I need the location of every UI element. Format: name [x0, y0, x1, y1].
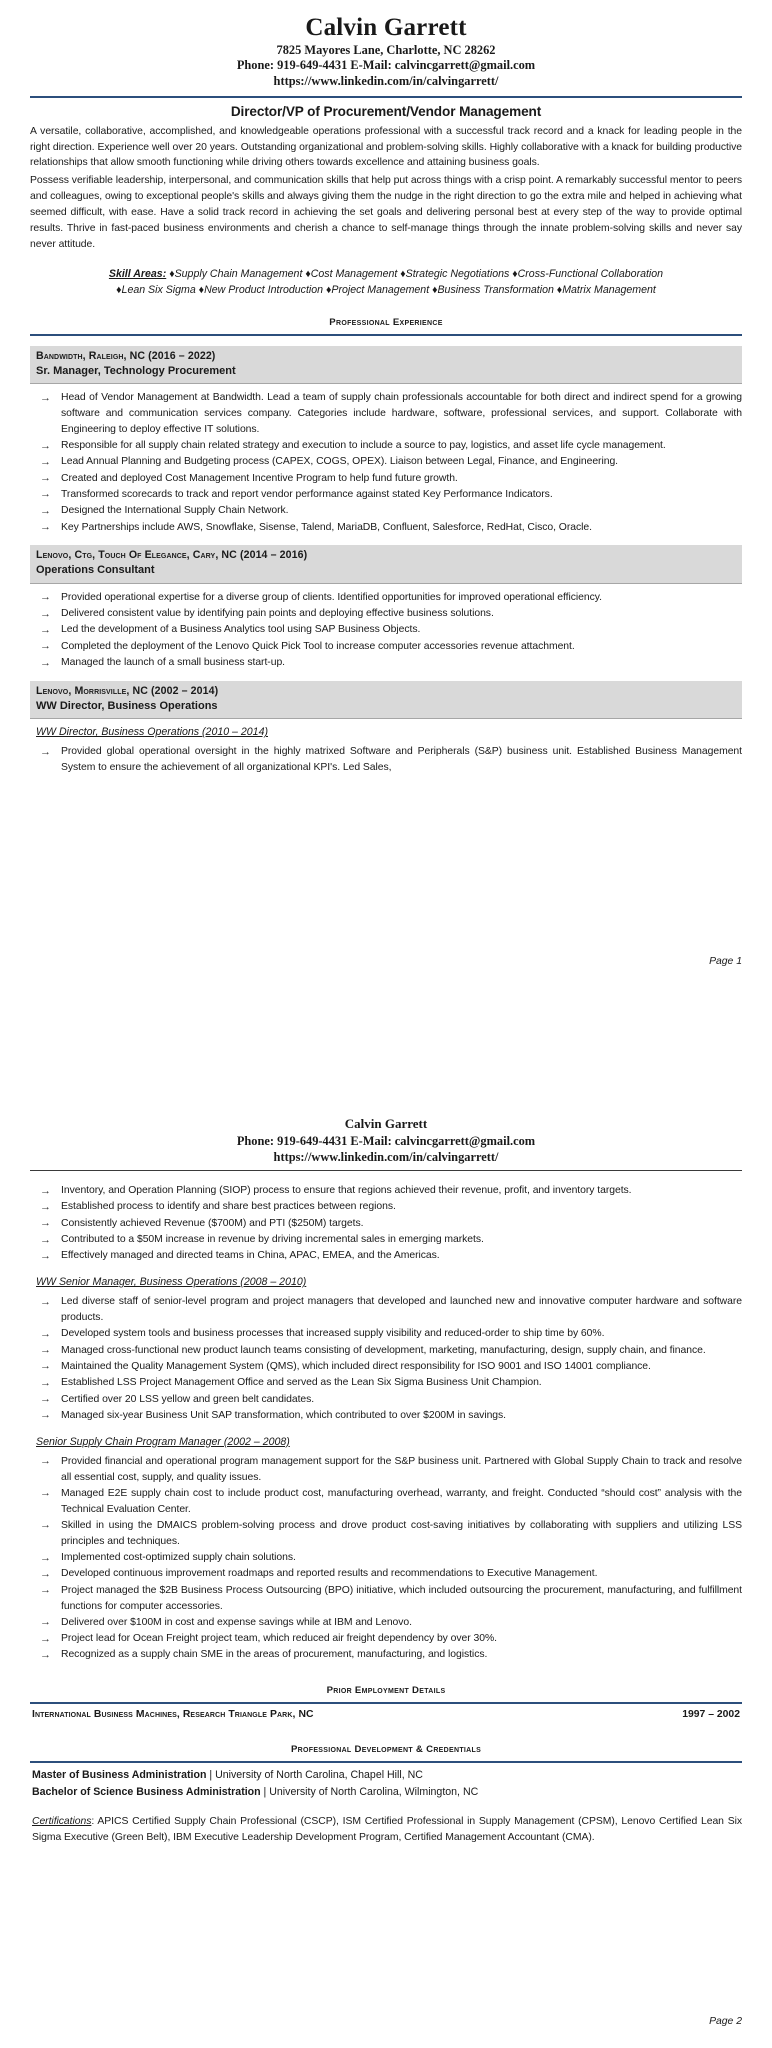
list-item: → Developed system tools and business processes that increased supply visibility and reduced-order to ship time by 60%. — [30, 1326, 742, 1342]
list-item: → Led the development of a Business Analytics tool using SAP Business Objects. — [30, 622, 742, 638]
company-name-line: Lenovo, Ctg, Touch Of Elegance, Cary, NC (2014 – 2016) — [36, 549, 308, 562]
list-item: → Delivered over $100M in cost and expense savings while at IBM and Lenovo. — [30, 1615, 742, 1631]
job-bullets-bandwidth — [30, 390, 742, 535]
list-item: → Provided financial and operational program management support for the S&P business unit. Partnered with Global Supply Chain to track and resolve all essential cost, supply, and quality issues. — [30, 1454, 742, 1486]
list-item: → Maintained the Quality Management System (QMS), which included direct responsibility for ISO 9001 and ISO 14001 compliance. — [30, 1359, 742, 1375]
list-item: → Responsible for all supply chain related strategy and execution to include a source to pay, logistics, and asset life cycle management. — [30, 438, 742, 454]
list-item: → Designed the International Supply Chain Network. — [30, 503, 742, 519]
section-heading-professional-development: Professional Development & Credentials — [290, 1744, 482, 1756]
list-item: → Managed six-year Business Unit SAP transformation, which contributed to over $200M in savings. — [30, 1408, 742, 1424]
section-heading-professional-experience: Professional Experience — [329, 316, 443, 328]
list-item: → Transformed scorecards to track and report vendor performance against stated Key Performance Indicators. — [30, 487, 742, 503]
skill-areas-label: Skill Areas: — [108, 267, 167, 280]
job-bullets-lenovo-ctg — [30, 590, 742, 671]
candidate-contact: Phone: 919-649-4431 E-Mail: calvincgarrett@gmail.com — [236, 1133, 536, 1148]
list-item: → Skilled in using the DMAICS problem-solving process and drove product cost-saving initiatives by collaborating with suppliers and utilizing LSS principles and techniques. — [30, 1518, 742, 1550]
list-item: → Completed the deployment of the Lenovo Quick Pick Tool to increase computer accessories revenue attachment. — [30, 639, 742, 655]
summary-paragraph-2: Possess verifiable leadership, interpersonal, and communication skills that help put across things with a crisp point. A remarkably successful mentor to peers and colleagues, owing to exceptional people's skills and always giving them the nudge in the right direction to go the extra mile and helped in achieving what seemed difficult, with ease. Have a solid track record in achieving the set goals and delivering personal best at every step of the way to provide optimal results. Thrive in fast-paced business environments and cherish a chance to self-manage things through the innate problem-solving skills and never say never attitude. — [30, 175, 742, 250]
list-item: → Key Partnerships include AWS, Snowflake, Sisense, Talend, MariaDB, Confluent, Salesforce, RedHat, Cisco, Oracle. — [30, 520, 742, 536]
degree-school: | University of North Carolina, Wilmington, NC — [260, 1785, 479, 1798]
list-item: → Project managed the $2B Business Process Outsourcing (BPO) initiative, which included outsourcing the procurement, manufacturing, and fulfillment functions for computer accessories. — [30, 1583, 742, 1615]
candidate-linkedin-url[interactable]: https://www.linkedin.com/in/calvingarrett/ — [273, 74, 499, 88]
professional-development-rule — [30, 1761, 742, 1763]
list-item: → Led diverse staff of senior-level program and project managers that developed and launched new and innovative computer hardware and software products. — [30, 1294, 742, 1326]
job-role-line: Sr. Manager, Technology Procurement — [36, 364, 236, 377]
list-item: → Consistently achieved Revenue ($700M) and PTI ($250M) targets. — [30, 1216, 742, 1232]
education-line-mba — [30, 1767, 742, 1783]
job-role-line: WW Director, Business Operations — [36, 699, 218, 712]
job-header-bandwidth — [30, 346, 742, 384]
subrole-heading-ww-director: WW Director, Business Operations (2010 – 2014) — [36, 726, 268, 739]
target-title: Director/VP of Procurement/Vendor Management — [230, 103, 542, 119]
header-divider-rule — [30, 96, 742, 98]
candidate-name: Calvin Garrett — [344, 1116, 428, 1131]
degree-name: Master of Business Administration — [32, 1769, 207, 1782]
bullet-continuation-text — [30, 1183, 742, 1199]
candidate-address: 7825 Mayores Lane, Charlotte, NC 28262 — [276, 42, 496, 57]
skill-areas — [30, 266, 742, 299]
list-item: → Developed continuous improvement roadmaps and reported results and recommendations to Executive Management. — [30, 1566, 742, 1582]
certifications-paragraph — [30, 1814, 742, 1846]
subrole-heading-senior-supply-chain-pm: Senior Supply Chain Program Manager (2002 – 2008) — [36, 1435, 290, 1448]
prior-employment-row — [30, 1709, 742, 1720]
subrole-bullets-ww-director-page1 — [30, 744, 742, 776]
company-name-line: Lenovo, Morrisville, NC (2002 – 2014) — [36, 684, 219, 697]
education-line-bsba — [30, 1784, 742, 1800]
candidate-contact: Phone: 919-649-4431 E-Mail: calvincgarrett@gmail.com — [236, 58, 536, 73]
prior-employer-name: International Business Machines, Research Triangle Park, NC — [32, 1709, 314, 1721]
prior-employer-years: 1997 – 2002 — [682, 1709, 740, 1721]
subrole-heading-ww-senior-manager: WW Senior Manager, Business Operations (2008 – 2010) — [36, 1276, 307, 1289]
job-header-lenovo-morrisville — [30, 681, 742, 719]
list-item: → Provided operational expertise for a diverse group of clients. Identified opportunities for improved operational efficiency. — [30, 590, 742, 606]
resume-page-2 — [0, 1024, 772, 2048]
page-footer-number: Page 1 — [709, 956, 742, 967]
degree-name: Bachelor of Science Business Administration — [32, 1785, 261, 1798]
list-item: → Provided global operational oversight in the highly matrixed Software and Peripherals (S&P) business unit. Established Business Management System to ensure the achievement of all organizational KPI's. Led Sales, — [30, 744, 742, 776]
professional-experience-rule — [30, 334, 742, 336]
list-item: → Lead Annual Planning and Budgeting process (CAPEX, COGS, OPEX). Liaison between Legal, Finance, and Engineering. — [30, 454, 742, 470]
list-item: → Established process to identify and share best practices between regions. — [30, 1199, 742, 1215]
list-item: → Delivered consistent value by identifying pain points and deploying effective business solutions. — [30, 606, 742, 622]
list-item: → Managed cross-functional new product launch teams consisting of development, marketing, manufacturing, design, supply chain, and finance. — [30, 1343, 742, 1359]
section-heading-prior-employment: Prior Employment Details — [326, 1685, 446, 1697]
subrole-bullets-ww-senior-manager — [30, 1294, 742, 1424]
prior-employment-rule — [30, 1702, 742, 1704]
list-item: → Effectively managed and directed teams in China, APAC, EMEA, and the Americas. — [30, 1248, 742, 1264]
continuation-text: Inventory, and Operation Planning (SIOP) process to ensure that regions achieved their revenue, profit, and inventory targets. — [61, 1185, 632, 1197]
list-item: → Implemented cost-optimized supply chain solutions. — [30, 1550, 742, 1566]
company-name-line: Bandwidth, Raleigh, NC (2016 – 2022) — [36, 349, 216, 362]
list-item: → Certified over 20 LSS yellow and green belt candidates. — [30, 1392, 742, 1408]
list-item: → Project lead for Ocean Freight project team, which reduced air freight dependency by over 30%. — [30, 1631, 742, 1647]
candidate-name: Calvin Garrett — [305, 14, 467, 41]
degree-school: | University of North Carolina, Chapel Hill, NC — [206, 1769, 423, 1782]
subrole-bullets-ww-director-page2 — [30, 1183, 742, 1264]
list-item: → Recognized as a supply chain SME in the areas of procurement, manufacturing, and logistics. — [30, 1647, 742, 1663]
page1-masthead — [30, 0, 742, 90]
list-item: → Created and deployed Cost Management Incentive Program to help fund future growth. — [30, 471, 742, 487]
skill-areas-line-2: ♦Lean Six Sigma ♦New Product Introduction ♦Project Management ♦Business Transformation ♦Matrix Management — [116, 284, 656, 297]
certifications-text: : APICS Certified Supply Chain Professional (CSCP), ISM Certified Professional in Supply Management (CPSM), Lenovo Certified Lean Six Sigma Executive (Green Belt), IBM Executive Leadership Development Program, Certified Management Accountant (CMA). — [32, 1816, 742, 1844]
skill-areas-line-1: ♦Supply Chain Management ♦Cost Management ♦Strategic Negotiations ♦Cross-Functional Collaboration — [169, 267, 664, 280]
summary-paragraph-1: A versatile, collaborative, accomplished, and knowledgeable operations professional with a successful track record and a knack for leading people in the right direction. Experience well over 20 years. Outstanding organizational and problem-solving skills. Highly collaborative with a knack for building productive relationships that allow smooth functioning while driving others towards excellence and attaining business goals. — [30, 125, 742, 169]
page-footer-number: Page 2 — [709, 2016, 742, 2027]
subrole-bullets-senior-supply-chain-pm — [30, 1454, 742, 1664]
list-item: → Managed E2E supply chain cost to include product cost, manufacturing overhead, warranty, and freight. Conducted “should cost” analysis with the Technical Evaluation Center. — [30, 1486, 742, 1518]
candidate-linkedin-url[interactable]: https://www.linkedin.com/in/calvingarrett/ — [273, 1150, 499, 1165]
job-header-lenovo-ctg — [30, 545, 742, 583]
certifications-label: Certifications — [32, 1816, 92, 1828]
list-item: → Established LSS Project Management Office and served as the Lean Six Sigma Business Unit Champion. — [30, 1375, 742, 1391]
job-role-line: Operations Consultant — [36, 564, 155, 577]
list-item: → Head of Vendor Management at Bandwidth. Lead a team of supply chain professionals accountable for both direct and indirect spend for a growing software and communication services company. Categories include hardware, software, professional services, and support. Collaborate with Engineering to deploy effective IT solutions. — [30, 390, 742, 437]
list-item: → Managed the launch of a small business start-up. — [30, 655, 742, 671]
page2-masthead — [30, 1024, 742, 1165]
list-item: → Contributed to a $50M increase in revenue by driving incremental sales in emerging markets. — [30, 1232, 742, 1248]
